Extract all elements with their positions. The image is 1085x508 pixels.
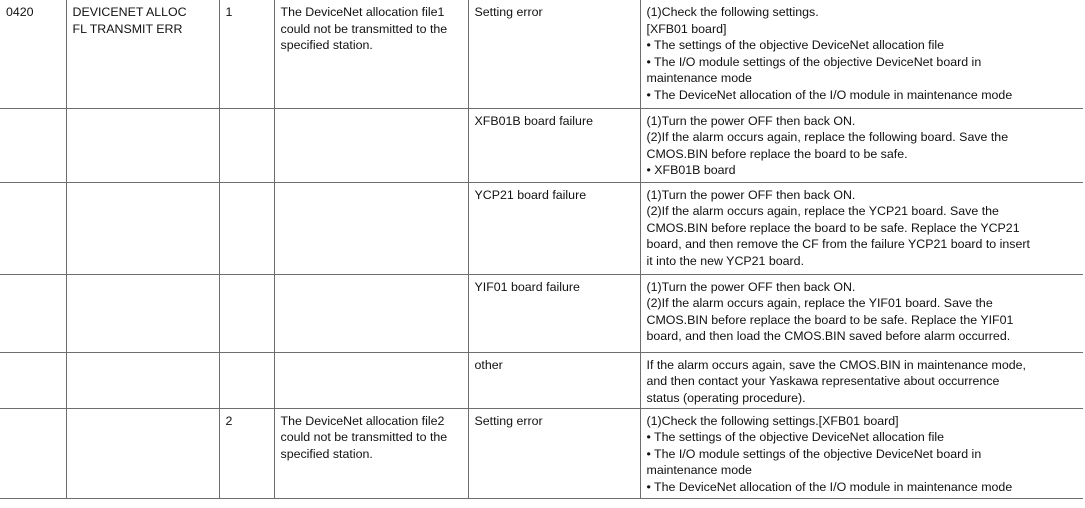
remedy-line: CMOS.BIN before replace the board to be safe. [646,146,908,161]
cause-cell: YIF01 board failure [468,274,640,352]
meaning-cell [274,408,468,498]
alarm-name-cell [66,274,219,352]
cause-cell: other [468,352,640,408]
table-row [0,408,1083,498]
meaning-cell [274,182,468,274]
remedy-line: board, and then remove the CF from the failure YCP21 board to insert [646,237,1030,252]
remedy-line: • The I/O module settings of the objective DeviceNet board in [646,446,982,461]
table-row [0,182,1083,274]
remedy-line: If the alarm occurs again, save the CMOS.BIN in maintenance mode, [646,357,1026,372]
meaning-line: could not be transmitted to the [280,430,448,445]
alarm-name-line: FL TRANSMIT ERR [72,21,183,36]
alarm-name-cell [66,352,219,408]
cause-cell: XFB01B board failure [468,108,640,182]
meaning-line: The DeviceNet allocation file1 [280,5,445,19]
remedy-cell [640,182,1083,274]
alarm-name-line: DEVICENET ALLOC [72,5,187,19]
meaning-line: specified station. [280,446,373,461]
alarm-name-cell [66,182,219,274]
remedy-line: (2)If the alarm occurs again, replace the YIF01 board. Save the [646,296,993,311]
alarm-number-cell [0,352,66,408]
remedy-line: status (operating procedure). [646,390,806,405]
table-row [0,108,1083,182]
remedy-line: (1)Check the following settings.[XFB01 board] [646,413,899,428]
meaning-line: specified station. [280,38,373,53]
remedy-line: (1)Check the following settings. [646,5,819,19]
remedy-line: • The I/O module settings of the objective DeviceNet board in [646,54,982,69]
remedy-cell [640,108,1083,182]
remedy-cell [640,274,1083,352]
alarm-name-cell [66,108,219,182]
alarm-name-cell [66,408,219,498]
remedy-line: maintenance mode [646,71,752,86]
sub-code-cell [219,274,274,352]
sub-code-cell: 1 [219,0,274,108]
alarm-number-cell: 0420 [0,0,66,108]
table-row [0,352,1083,408]
meaning-cell [274,108,468,182]
cause-cell: Setting error [468,0,640,108]
remedy-cell [640,352,1083,408]
remedy-line: • The settings of the objective DeviceNet allocation file [646,430,945,445]
sub-code-cell [219,108,274,182]
alarm-number-cell [0,182,66,274]
remedy-line: (2)If the alarm occurs again, replace the YCP21 board. Save the [646,204,999,219]
alarm-number-cell [0,108,66,182]
remedy-line: (2)If the alarm occurs again, replace the following board. Save the [646,130,1009,145]
meaning-line: could not be transmitted to the [280,21,448,36]
table-row [0,274,1083,352]
remedy-line: CMOS.BIN before replace the board to be safe. Replace the YCP21 [646,220,1020,235]
alarm-number-cell [0,408,66,498]
meaning-line: The DeviceNet allocation file2 [280,413,445,428]
meaning-cell [274,274,468,352]
remedy-cell [640,0,1083,108]
remedy-line: and then contact your Yaskawa representative about occurrence [646,374,1000,389]
remedy-line: [XFB01 board] [646,21,727,36]
remedy-line: CMOS.BIN before replace the board to be safe. Replace the YIF01 [646,312,1014,327]
cause-cell: Setting error [468,408,640,498]
remedy-line: • The settings of the objective DeviceNet allocation file [646,38,945,53]
remedy-cell [640,408,1083,498]
sub-code-cell [219,352,274,408]
remedy-line: • The DeviceNet allocation of the I/O module in maintenance mode [646,479,1013,494]
cause-cell: YCP21 board failure [468,182,640,274]
sub-code-cell [219,182,274,274]
remedy-line: it into the new YCP21 board. [646,253,805,268]
remedy-line: (1)Turn the power OFF then back ON. [646,279,856,294]
alarm-number-cell [0,274,66,352]
sub-code-cell: 2 [219,408,274,498]
remedy-line: (1)Turn the power OFF then back ON. [646,187,856,202]
remedy-line: maintenance mode [646,463,752,478]
remedy-line: • The DeviceNet allocation of the I/O module in maintenance mode [646,87,1013,102]
remedy-line: • XFB01B board [646,163,736,178]
remedy-line: board, and then load the CMOS.BIN saved before alarm occurred. [646,329,1011,344]
meaning-cell [274,352,468,408]
remedy-line: (1)Turn the power OFF then back ON. [646,113,856,128]
table-row [0,0,1083,108]
alarm-name-cell [66,0,219,108]
meaning-cell [274,0,468,108]
